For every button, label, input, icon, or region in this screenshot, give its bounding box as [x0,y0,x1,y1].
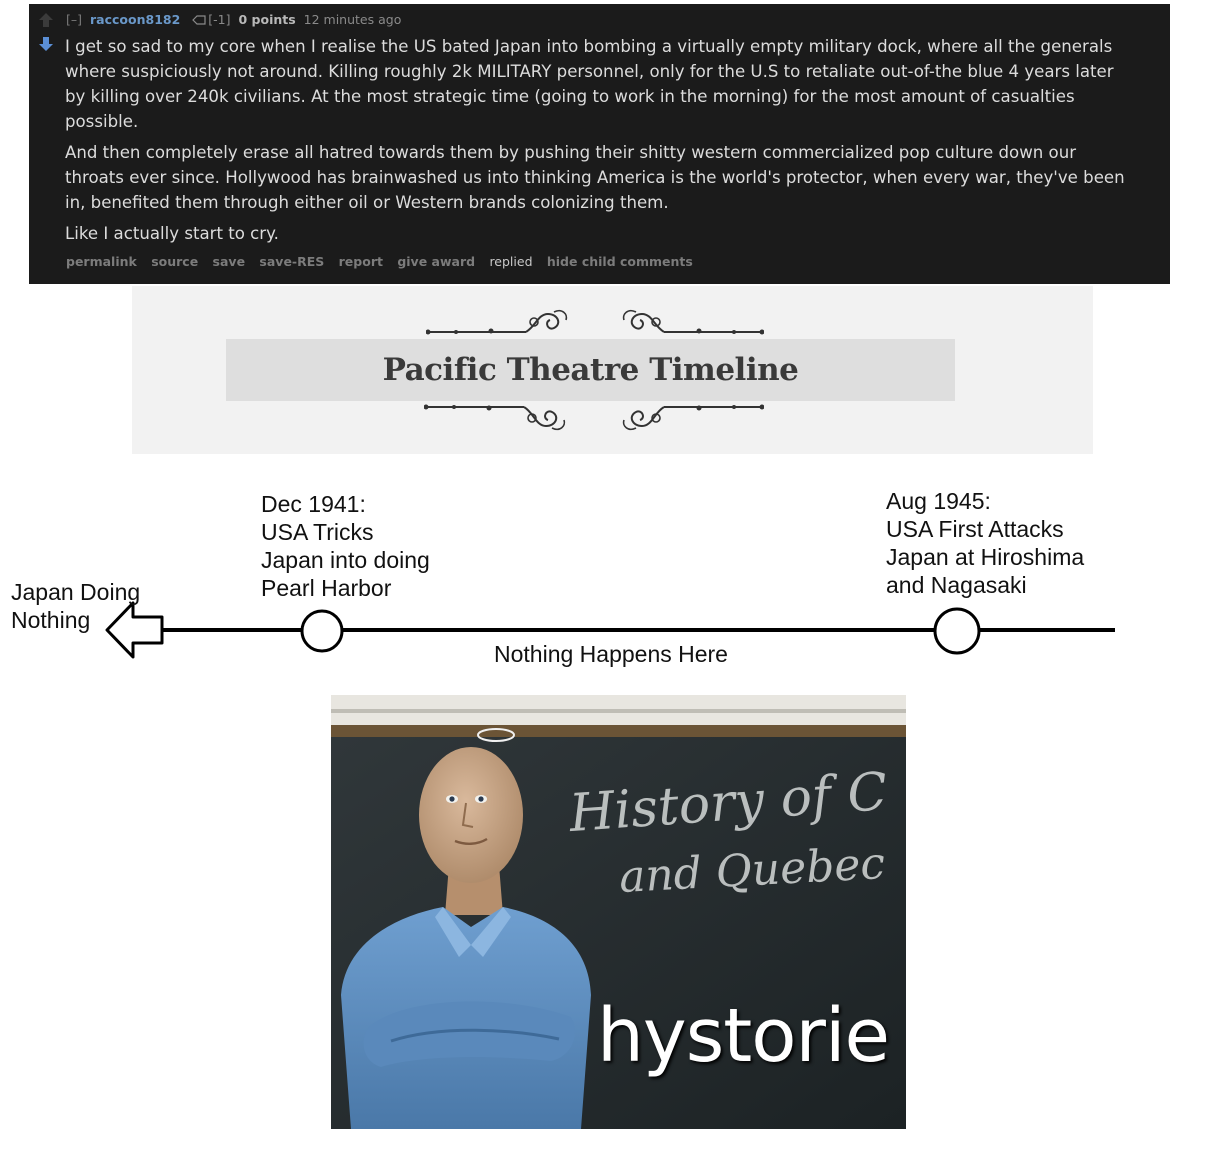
comment-paragraph: I get so sad to my core when I realise the US bated Japan into bombing a virtually empty military dock, where all the generals where suspiciously not around. Killing roughly 2k MILITARY personnel, only for the U.S to retaliate out-of-the blue 4 years later by killing over 240k civilians. At the most strategic time (going to work in the morning) for the most amount of casualties possible. [65,37,1114,131]
timeline-middle-label: Nothing Happens Here [494,641,728,667]
scroll-ornament-icon [614,402,764,436]
scroll-ornament-icon [426,304,576,336]
timeline-banner [132,286,1093,454]
meme-image [331,695,906,1129]
comment-paragraph: And then completely erase all hatred towards them by pushing their shitty western commercialized pop culture down our throats ever since. Hollywood has brainwashed us into thinking America is the world's protector, when every war, they've been in, benefited them through either oil or Western brands colonizing them. [65,143,1125,212]
comment-actions [66,254,703,269]
comment-body [65,34,1135,252]
comment-paragraph: Like I actually start to cry. [65,224,279,243]
collapse-toggle[interactable]: [–] [66,12,83,27]
save-link[interactable]: save [212,254,246,269]
comment-score: 0 points [238,12,296,27]
timeline-event-dec-1941: Dec 1941: USA Tricks Japan into doing Pearl Harbor [261,491,430,601]
timeline-event-aug-1945: Aug 1945: USA First Attacks Japan at Hiroshima and Nagasaki [886,488,1085,598]
timeline-start-label: Japan Doing Nothing [11,579,141,633]
chalkboard-text: History of C [567,761,890,845]
tag-icon [192,15,206,25]
chalkboard-text: and Quebec [617,838,887,903]
source-link[interactable]: source [151,254,199,269]
comment-time: 12 minutes ago [303,12,402,27]
scroll-ornament-icon [424,402,574,436]
give-award-link[interactable]: give award [397,254,476,269]
timeline-diagram [0,470,1206,680]
event-marker [302,611,342,651]
replied-link[interactable]: replied [489,254,533,269]
meme-caption: hystorie [597,993,890,1079]
reddit-comment [29,4,1170,284]
save-res-link[interactable]: save-RES [259,254,325,269]
comment-tagline [66,12,401,27]
user-flair: [-1] [208,12,231,27]
upvote-arrow-icon[interactable] [38,12,54,28]
comment-author[interactable]: raccoon8182 [90,12,181,27]
report-link[interactable]: report [338,254,383,269]
hide-child-comments-link[interactable]: hide child comments [546,254,693,269]
downvote-arrow-icon[interactable] [38,36,54,52]
event-marker [935,609,979,653]
banner-title: Pacific Theatre Timeline [382,352,799,388]
permalink-link[interactable]: permalink [66,254,137,269]
scroll-ornament-icon [614,304,764,336]
